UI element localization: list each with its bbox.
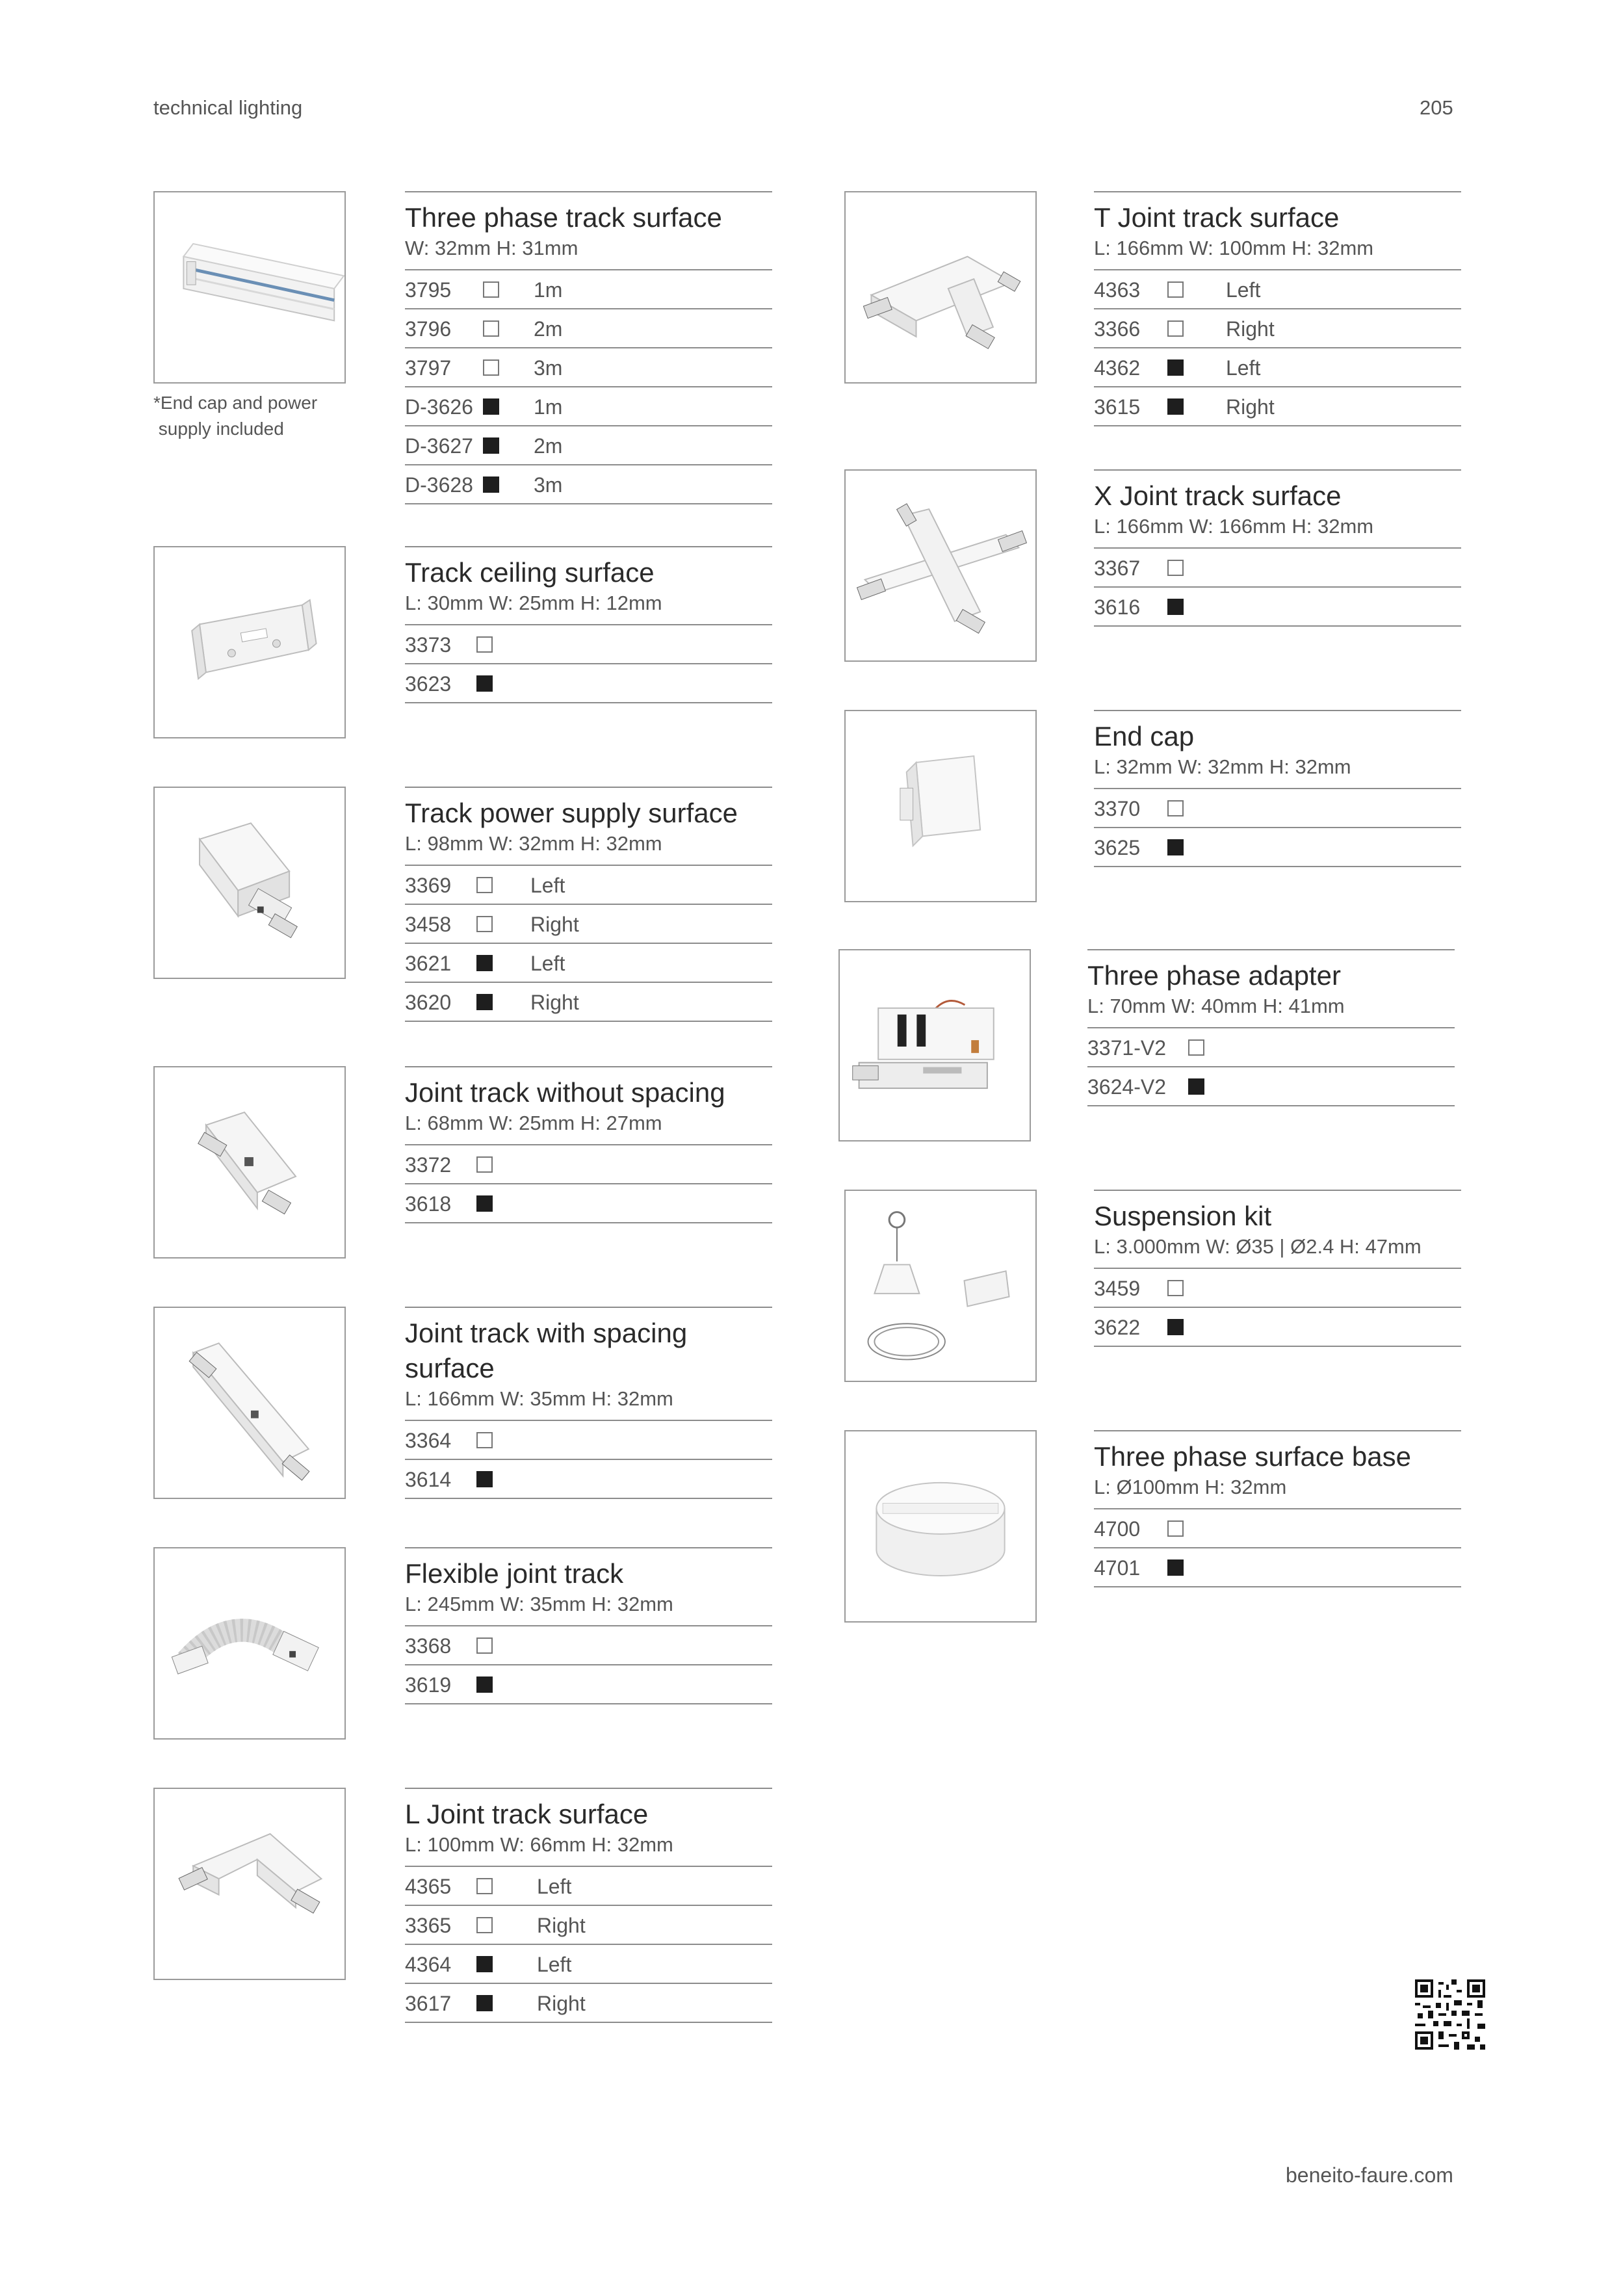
product-dimensions: L: 166mm W: 100mm H: 32mm	[1094, 235, 1461, 270]
product-image-track-ceiling	[153, 546, 346, 738]
black-finish-swatch	[476, 675, 493, 692]
white-finish-swatch	[476, 1637, 493, 1654]
product-variant: Left	[530, 874, 565, 897]
white-finish-swatch	[476, 1156, 493, 1173]
product-variant: 1m	[534, 278, 563, 302]
product-image-l-joint	[153, 1788, 346, 1980]
table-row	[405, 866, 772, 905]
white-finish-swatch	[483, 359, 499, 376]
product-image-track-power-supply	[153, 787, 346, 979]
product-code: 3367	[1094, 556, 1141, 580]
white-finish-swatch	[1167, 1280, 1184, 1296]
product-code: 3618	[405, 1192, 452, 1216]
product-code: 3369	[405, 874, 452, 897]
white-finish-swatch	[483, 281, 499, 298]
product-code: 3616	[1094, 595, 1141, 619]
table-row	[405, 625, 772, 664]
product-title: T Joint track surface	[1094, 202, 1340, 233]
product-title: Track ceiling surface	[405, 557, 655, 588]
product-code: 3621	[405, 952, 452, 975]
table-row	[1094, 270, 1461, 309]
table-row	[1094, 588, 1461, 627]
white-finish-swatch	[1188, 1039, 1204, 1056]
product-title: L Joint track surface	[405, 1799, 649, 1829]
product-image-three-phase-track	[153, 191, 346, 384]
product-image-flexible-joint	[153, 1547, 346, 1740]
black-finish-swatch	[1167, 398, 1184, 415]
product-code: 4700	[1094, 1517, 1141, 1541]
table-row	[1094, 828, 1461, 867]
product-code: 4364	[405, 1953, 452, 1976]
product-variant: 2m	[534, 434, 563, 458]
product-title: Three phase adapter	[1087, 960, 1341, 991]
product-image-surface-base	[844, 1430, 1037, 1623]
product-dimensions: L: 32mm W: 32mm H: 32mm	[1094, 754, 1461, 789]
white-finish-swatch	[1167, 320, 1184, 337]
table-row	[405, 1665, 772, 1704]
table-row	[405, 1460, 772, 1499]
white-finish-swatch	[476, 1917, 493, 1933]
product-code: 3614	[405, 1468, 452, 1491]
product-image-end-cap	[844, 710, 1037, 902]
product-variant: Right	[1226, 395, 1275, 419]
product-code: 3624-V2	[1087, 1075, 1166, 1099]
black-finish-swatch	[1167, 839, 1184, 855]
product-code: 4362	[1094, 356, 1141, 380]
black-finish-swatch	[476, 1995, 493, 2011]
table-row	[1094, 549, 1461, 588]
table-row	[405, 1421, 772, 1460]
product-code: 3797	[405, 356, 452, 380]
black-finish-swatch	[1188, 1078, 1204, 1095]
product-variant: 2m	[534, 317, 563, 341]
website-link[interactable]: beneito-faure.com	[1286, 2163, 1453, 2187]
product-dimensions: L: 100mm W: 66mm H: 32mm	[405, 1832, 772, 1867]
product-variant: Left	[530, 952, 565, 975]
table-row	[1094, 1548, 1461, 1587]
product-code: 3795	[405, 278, 452, 302]
product-code: 3459	[1094, 1277, 1141, 1300]
product-track-power-supply-surface	[405, 787, 772, 1022]
end-cap-note: *End cap and power supply included	[153, 393, 318, 439]
product-title: Flexible joint track	[405, 1558, 624, 1589]
product-joint-track-with-spacing-surface	[405, 1307, 772, 1499]
product-variant: Left	[1226, 356, 1261, 380]
table-row	[1087, 1028, 1455, 1067]
table-row	[1094, 1308, 1461, 1347]
product-code: 3619	[405, 1673, 452, 1697]
black-finish-swatch	[476, 955, 493, 971]
product-joint-track-without-spacing	[405, 1066, 772, 1223]
product-variant: 3m	[534, 473, 563, 497]
product-code: 3368	[405, 1634, 452, 1658]
product-variant: 3m	[534, 356, 563, 380]
product-dimensions: L: 166mm W: 35mm H: 32mm	[405, 1386, 772, 1421]
product-dimensions: L: 70mm W: 40mm H: 41mm	[1087, 993, 1455, 1028]
table-row	[405, 1945, 772, 1984]
product-end-cap	[1094, 710, 1461, 867]
product-image-joint-with-spacing	[153, 1307, 346, 1499]
product-flexible-joint-track	[405, 1547, 772, 1704]
product-variant: Right	[1226, 317, 1275, 341]
product-title: End cap	[1094, 721, 1195, 751]
product-title: Joint track without spacing	[405, 1077, 725, 1108]
white-finish-swatch	[476, 1432, 493, 1448]
white-finish-swatch	[1167, 281, 1184, 298]
black-finish-swatch	[483, 476, 499, 493]
product-variant: Left	[537, 1875, 572, 1898]
table-row	[405, 1906, 772, 1945]
table-row	[405, 270, 772, 309]
product-dimensions: L: 68mm W: 25mm H: 27mm	[405, 1110, 772, 1145]
product-image-t-joint	[844, 191, 1037, 384]
product-title: X Joint track surface	[1094, 480, 1342, 511]
product-code: 3373	[405, 633, 452, 657]
product-dimensions: L: 98mm W: 32mm H: 32mm	[405, 831, 772, 866]
black-finish-swatch	[476, 1471, 493, 1487]
black-finish-swatch	[476, 1195, 493, 1212]
product-code: 3617	[405, 1992, 452, 2015]
product-code: 4701	[1094, 1556, 1141, 1580]
product-code: 3620	[405, 991, 452, 1014]
product-code: D-3626	[405, 395, 473, 419]
product-variant: Right	[530, 991, 579, 1014]
table-row	[1094, 1509, 1461, 1548]
table-row	[405, 426, 772, 465]
product-code: 4365	[405, 1875, 452, 1898]
product-variant: 1m	[534, 395, 563, 419]
black-finish-swatch	[483, 398, 499, 415]
table-row	[1094, 789, 1461, 828]
section-header: technical lighting	[153, 96, 303, 119]
product-title: Three phase track surface	[405, 202, 722, 233]
black-finish-swatch	[1167, 1319, 1184, 1335]
table-row	[405, 1184, 772, 1223]
product-suspension-kit	[1094, 1190, 1461, 1347]
product-image-x-joint	[844, 469, 1037, 662]
product-track-ceiling-surface	[405, 546, 772, 703]
product-dimensions: L: 3.000mm W: Ø35 | Ø2.4 H: 47mm	[1094, 1234, 1461, 1269]
page-number: 205	[1420, 96, 1453, 119]
table-row	[1087, 1067, 1455, 1106]
white-finish-swatch	[1167, 1520, 1184, 1537]
product-three-phase-track-surface	[405, 191, 772, 504]
product-dimensions: W: 32mm H: 31mm	[405, 235, 772, 270]
black-finish-swatch	[1167, 599, 1184, 615]
product-variant: Right	[537, 1914, 586, 1937]
product-dimensions: L: Ø100mm H: 32mm	[1094, 1474, 1461, 1509]
product-t-joint-track-surface	[1094, 191, 1461, 426]
table-row	[405, 1145, 772, 1184]
table-row	[405, 348, 772, 387]
table-row	[405, 905, 772, 944]
table-row	[405, 465, 772, 504]
product-l-joint-track-surface	[405, 1788, 772, 2023]
product-code: 3366	[1094, 317, 1141, 341]
product-code: 3622	[1094, 1316, 1141, 1339]
black-finish-swatch	[476, 994, 493, 1010]
product-code: 3458	[405, 913, 452, 936]
table-row	[405, 387, 772, 426]
qr-code[interactable]	[1415, 1979, 1485, 2050]
table-row	[405, 983, 772, 1022]
table-row	[1094, 348, 1461, 387]
table-row	[405, 309, 772, 348]
product-three-phase-adapter	[1087, 949, 1455, 1106]
product-title: Three phase surface base	[1094, 1441, 1411, 1472]
product-code: 3623	[405, 672, 452, 696]
product-image-three-phase-adapter	[838, 949, 1031, 1141]
table-row	[405, 1867, 772, 1906]
white-finish-swatch	[476, 916, 493, 932]
product-title: Suspension kit	[1094, 1201, 1272, 1231]
product-variant: Right	[530, 913, 579, 936]
product-code: D-3628	[405, 473, 473, 497]
product-code: 4363	[1094, 278, 1141, 302]
product-code: 3371-V2	[1087, 1036, 1166, 1060]
product-title: Track power supply surface	[405, 798, 738, 828]
table-row	[405, 664, 772, 703]
table-row	[1094, 387, 1461, 426]
white-finish-swatch	[1167, 560, 1184, 576]
table-row	[405, 944, 772, 983]
black-finish-swatch	[483, 437, 499, 454]
product-dimensions: L: 166mm W: 166mm H: 32mm	[1094, 514, 1461, 549]
black-finish-swatch	[1167, 1559, 1184, 1576]
product-image-joint-no-spacing	[153, 1066, 346, 1259]
product-code: 3370	[1094, 797, 1141, 820]
product-code: 3625	[1094, 836, 1141, 859]
product-code: 3615	[1094, 395, 1141, 419]
table-row	[405, 1626, 772, 1665]
product-variant: Left	[537, 1953, 572, 1976]
product-variant: Left	[1226, 278, 1261, 302]
table-row	[1094, 309, 1461, 348]
product-variant: Right	[537, 1992, 586, 2015]
product-code: 3364	[405, 1429, 452, 1452]
black-finish-swatch	[476, 1676, 493, 1693]
table-row	[1094, 1269, 1461, 1308]
white-finish-swatch	[1167, 800, 1184, 816]
white-finish-swatch	[476, 877, 493, 893]
product-dimensions: L: 245mm W: 35mm H: 32mm	[405, 1591, 772, 1626]
product-code: 3365	[405, 1914, 452, 1937]
black-finish-swatch	[1167, 359, 1184, 376]
product-image-suspension-kit	[844, 1190, 1037, 1382]
black-finish-swatch	[476, 1956, 493, 1972]
product-code: 3796	[405, 317, 452, 341]
white-finish-swatch	[476, 636, 493, 653]
table-row	[405, 1984, 772, 2023]
white-finish-swatch	[476, 1878, 493, 1894]
product-code: 3372	[405, 1153, 452, 1177]
product-three-phase-surface-base	[1094, 1430, 1461, 1587]
white-finish-swatch	[483, 320, 499, 337]
product-x-joint-track-surface	[1094, 469, 1461, 627]
product-title: Joint track with spacing surface	[405, 1318, 688, 1383]
product-code: D-3627	[405, 434, 473, 458]
product-dimensions: L: 30mm W: 25mm H: 12mm	[405, 590, 772, 625]
